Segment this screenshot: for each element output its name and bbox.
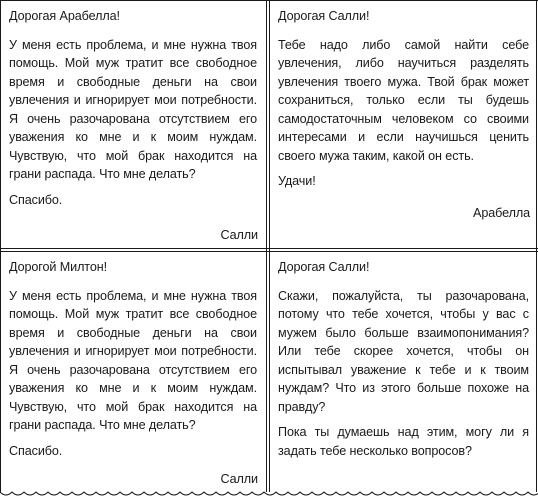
torn-edge-wave: [0, 486, 538, 500]
letter-signature: Салли: [220, 228, 258, 242]
letter-salutation: Дорогая Арабелла!: [9, 9, 120, 23]
letter-signature: Салли: [220, 472, 258, 486]
reply-from-milton: [269, 251, 538, 500]
letter-to-milton: [0, 251, 266, 500]
letter-closing: Спасибо.: [9, 192, 63, 207]
letter-body: Тебе надо либо самой найти себе увлечения, либо научиться разделять увлечения твоего мужа. Твой брак может сохраниться, только если ты будешь самодостаточным человеком со своими интересами и если научишься ценить своего мужа таким, какой он есть.: [278, 37, 529, 163]
reply-from-arabella: [269, 0, 538, 248]
letter-salutation: Дорогой Милтон!: [9, 260, 107, 274]
letter-closing: Удачи!: [278, 174, 316, 188]
letter-salutation: Дорогая Салли!: [278, 260, 370, 274]
frame-center-line: [266, 0, 267, 492]
letter-body-2: Пока ты думаешь над этим, могу ли я задать тебе несколько вопросов?: [278, 425, 529, 458]
letter-body: У меня есть проблема, и мне нужна твоя помощь. Мой муж тратит все свободное время и свободные деньги на свои увлечения и игнорирует мои потребности. Я очень разочарована отсутствием его уважения ко мне и к моим нуждам. Чувствую, что мой брак находится на грани распада. Что мне делать?: [9, 288, 257, 432]
letter-closing: Спасибо.: [9, 443, 63, 458]
letter-signature: Арабелла: [473, 206, 530, 220]
letter-body: У меня есть проблема, и мне нужна твоя помощь. Мой муж тратит все свободное время и свободные деньги на свои увлечения и игнорирует мои потребности. Я очень разочарована отсутствием его уважения ко мне и к моим нуждам. Чувствую, что мой брак находится на грани распада. Что мне делать?: [9, 37, 257, 181]
letter-salutation: Дорогая Салли!: [278, 9, 370, 23]
letter-to-arabella: [0, 0, 266, 248]
letter-body: Скажи, пожалуйста, ты разочарована, потому что тебе хочется, чтобы у вас с мужем было больше взаимопонимания? Или тебе скорее хочется, чтобы он испытывал уважение к тебе и к твоим нуждам? Что из этого больше похоже на правду?: [278, 288, 529, 414]
